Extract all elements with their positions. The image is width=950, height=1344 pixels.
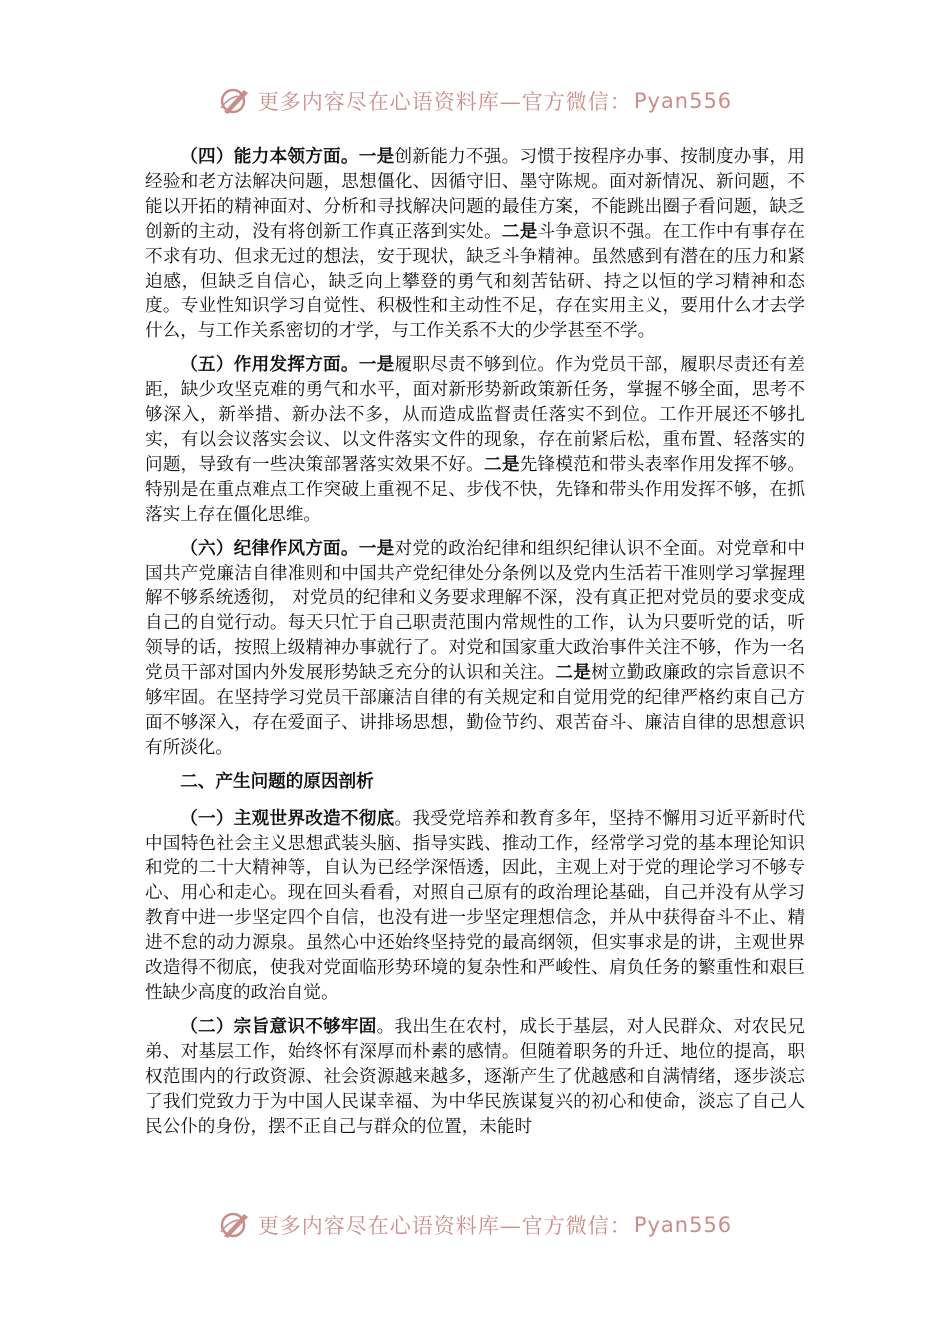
watermark-header bbox=[0, 86, 950, 116]
paragraph-role bbox=[145, 353, 805, 527]
paragraph-text: 树立勤政廉政的宗旨意识不够牢固。在坚持学习党员干部廉洁自律的有关规定和自觉用党的纪律严格约束自己方面不够深入，存在爱面子、讲排场思想，勤俭节约、艰苦奋斗、廉洁自律的思想意识有所淡化。 bbox=[145, 663, 805, 758]
watermark-label: 更多内容尽在心语资料库—官方微信： bbox=[257, 1214, 632, 1238]
paragraph-text: 履职尽责不够到位。作为党员干部，履职尽责还有差距，缺少攻坚克难的勇气和水平，面对新形势新政策新任务，掌握不够全面，思考不够深入，新举措、新办法不多，从而造成监督责任落实不到位。工作开展还不够扎实，有以会议落实会议、以文件落实文件的现象，存在前紧后松，重布置、轻落实的问题，导致有一些决策部署落实效果不好。 bbox=[145, 355, 805, 475]
paragraph-text: 。我受党培养和教育多年，坚持不懈用习近平新时代中国特色社会主义思想武装头脑、指导实践、推动工作，经常学习党的基本理论知识和党的二十大精神等，自认为已经学深悟透，因此，主观上对于党的理论学习不够专心、用心和走心。现在回头看看，对照自己原有的政治理论基础，自己并没有从学习教育中进一步坚定四个自信，也没有进一步坚定理想信念，并从中获得奋斗不止、精进不怠的动力源泉。虽然心中还始终坚持党的最高纲领，但实事求是的讲，主观世界改造得不彻底，使我对党面临形势环境的复杂性和严峻性、肩负任务的繁重性和艰巨性缺少高度的政治自觉。 bbox=[145, 808, 805, 1003]
paragraph-text: 创新能力不强。习惯于按程序办事、按制度办事，用经验和老方法解决问题，思想僵化、因循守旧、墨守陈规。面对新情况、新问题，不能以开拓的精神面对、分析和寻找解决问题的最佳方案，不能跳出圈子看问题，缺乏创新的主动，没有将创新工作真正落到实处。 bbox=[145, 147, 805, 242]
paragraph-reason-1 bbox=[145, 807, 805, 1006]
watermark-id: Pyan556 bbox=[633, 89, 733, 113]
point-marker: 二是 bbox=[501, 220, 538, 242]
paragraph-heading: （二）宗旨意识不够牢固 bbox=[180, 1015, 377, 1037]
paragraph-heading: （六）纪律作风方面。 bbox=[180, 537, 359, 559]
paragraph-text: 。我出生在农村，成长于基层，对人民群众、对农民兄弟、对基层工作，始终怀有深厚而朴素的感情。但随着职务的升迁、地位的提高，职权范围内的行政资源、社会资源越来越多，逐渐产生了优越感和自满情绪，逐步淡忘了我们党致力于为中国人民谋幸福、为中华民族谋复兴的初心和使命，淡忘了自己人民公仆的身份，摆不正自己与群众的位置，未能时 bbox=[145, 1016, 805, 1137]
section-title: 二、产生问题的原因剖析 bbox=[180, 770, 374, 792]
watermark-label: 更多内容尽在心语资料库—官方微信： bbox=[257, 90, 632, 114]
paragraph-text: 斗争意识不强。在工作中有事存在不求有功、但求无过的想法，安于现状，缺乏斗争精神。虽然感到有潜在的压力和紧迫感，但缺乏自信心，缺乏向上攀登的勇气和刻苦钻研、持之以恒的学习精神和态度。专业性知识学习自觉性、积极性和主动性不足，存在实用主义，要用什么才去学什么，与工作关系密切的才学，与工作关系不大的少学甚至不学。 bbox=[145, 221, 805, 342]
paragraph-discipline bbox=[145, 537, 805, 761]
document-body bbox=[145, 145, 805, 1148]
paragraph-heading: （四）能力本领方面。 bbox=[180, 146, 359, 167]
paragraph-heading: （五）作用发挥方面。 bbox=[180, 354, 359, 376]
watermark-footer bbox=[0, 1210, 950, 1240]
pen-logo-icon bbox=[218, 86, 252, 116]
paragraph-heading: （一）主观世界改造不彻底 bbox=[180, 807, 395, 829]
point-marker: 一是 bbox=[358, 354, 395, 376]
point-marker: 二是 bbox=[484, 453, 520, 475]
paragraph-text: 先锋模范和带头表率作用发挥不够。特别是在重点难点工作突破上重视不足、步伐不快，先锋和带头作用发挥不够，在抓落实上存在僵化思维。 bbox=[145, 454, 805, 525]
paragraph-text: 对党的政治纪律和组织纪律认识不全面。对党章和中国共产党廉洁自律准则和中国共产党纪律处分条例以及党内生活若干准则学习掌握理解不够系统透彻， 对党员的纪律和义务要求理解不深，没有真正把对党员的要求变成自己的自觉行动。每天只忙于自己职责范围内常规性的工作，认为只要听党的话，听领导的话，按照上级精神办事就行了。对党和国家重大政治事件关注不够，作为一名党员干部对国内外发展形势缺乏充分的认识和关注。 bbox=[145, 538, 805, 684]
point-marker: 一是 bbox=[358, 146, 395, 167]
pen-logo-icon bbox=[218, 1210, 252, 1240]
point-marker: 二是 bbox=[555, 662, 592, 684]
point-marker: 一是 bbox=[358, 537, 395, 559]
paragraph-ability bbox=[145, 145, 805, 344]
paragraph-reason-2 bbox=[145, 1015, 805, 1140]
watermark-id: Pyan556 bbox=[633, 1213, 733, 1237]
